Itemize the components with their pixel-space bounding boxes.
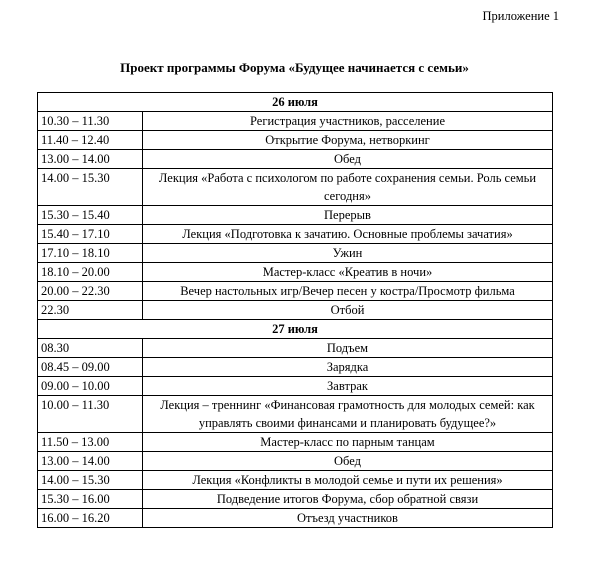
activity-cell: Отбой — [143, 301, 553, 320]
table-row — [38, 509, 553, 528]
appendix-label: Приложение 1 — [482, 9, 559, 23]
time-cell: 14.00 – 15.30 — [38, 169, 143, 206]
day-header-row — [38, 93, 553, 112]
time-cell: 15.30 – 16.00 — [38, 490, 143, 509]
time-cell: 14.00 – 15.30 — [38, 471, 143, 490]
time-cell: 09.00 – 10.00 — [38, 377, 143, 396]
day-header-row — [38, 320, 553, 339]
table-row — [38, 452, 553, 471]
table-row — [38, 339, 553, 358]
activity-cell: Зарядка — [143, 358, 553, 377]
time-cell: 16.00 – 16.20 — [38, 509, 143, 528]
table-row — [38, 131, 553, 150]
time-cell: 11.40 – 12.40 — [38, 131, 143, 150]
activity-cell: Подведение итогов Форума, сбор обратной связи — [143, 490, 553, 509]
table-row — [38, 282, 553, 301]
table-row — [38, 396, 553, 433]
table-row — [38, 301, 553, 320]
time-cell: 13.00 – 14.00 — [38, 150, 143, 169]
time-cell: 15.40 – 17.10 — [38, 225, 143, 244]
table-row — [38, 433, 553, 452]
day-header: 26 июля — [38, 93, 553, 112]
time-cell: 22.30 — [38, 301, 143, 320]
activity-cell: Завтрак — [143, 377, 553, 396]
time-cell: 10.30 – 11.30 — [38, 112, 143, 131]
activity-cell: Мастер-класс по парным танцам — [143, 433, 553, 452]
table-row — [38, 112, 553, 131]
time-cell: 08.45 – 09.00 — [38, 358, 143, 377]
table-row — [38, 471, 553, 490]
table-row — [38, 244, 553, 263]
time-cell: 17.10 – 18.10 — [38, 244, 143, 263]
time-cell: 08.30 — [38, 339, 143, 358]
activity-cell: Открытие Форума, нетворкинг — [143, 131, 553, 150]
time-cell: 11.50 – 13.00 — [38, 433, 143, 452]
activity-cell: Лекция «Работа с психологом по работе сохранения семьи. Роль семьи сегодня» — [143, 169, 553, 206]
document-title: Проект программы Форума «Будущее начинается с семьи» — [120, 60, 469, 75]
table-row — [38, 358, 553, 377]
activity-cell: Ужин — [143, 244, 553, 263]
activity-cell: Обед — [143, 150, 553, 169]
table-row — [38, 169, 553, 206]
activity-cell: Лекция – треннинг «Финансовая грамотность для молодых семей: как управлять своими финансами и планировать будущее?» — [143, 396, 553, 433]
time-cell: 18.10 – 20.00 — [38, 263, 143, 282]
time-cell: 13.00 – 14.00 — [38, 452, 143, 471]
time-cell: 15.30 – 15.40 — [38, 206, 143, 225]
activity-cell: Лекция «Подготовка к зачатию. Основные проблемы зачатия» — [143, 225, 553, 244]
day-header: 27 июля — [38, 320, 553, 339]
activity-cell: Обед — [143, 452, 553, 471]
time-cell: 20.00 – 22.30 — [38, 282, 143, 301]
activity-cell: Мастер-класс «Креатив в ночи» — [143, 263, 553, 282]
table-row — [38, 206, 553, 225]
time-cell: 10.00 – 11.30 — [38, 396, 143, 433]
activity-cell: Лекция «Конфликты в молодой семье и пути их решения» — [143, 471, 553, 490]
activity-cell: Отъезд участников — [143, 509, 553, 528]
activity-cell: Подъем — [143, 339, 553, 358]
activity-cell: Перерыв — [143, 206, 553, 225]
table-row — [38, 377, 553, 396]
table-row — [38, 225, 553, 244]
activity-cell: Вечер настольных игр/Вечер песен у костра/Просмотр фильма — [143, 282, 553, 301]
schedule-table — [37, 92, 553, 528]
activity-cell: Регистрация участников, расселение — [143, 112, 553, 131]
table-row — [38, 490, 553, 509]
table-row — [38, 263, 553, 282]
table-row — [38, 150, 553, 169]
